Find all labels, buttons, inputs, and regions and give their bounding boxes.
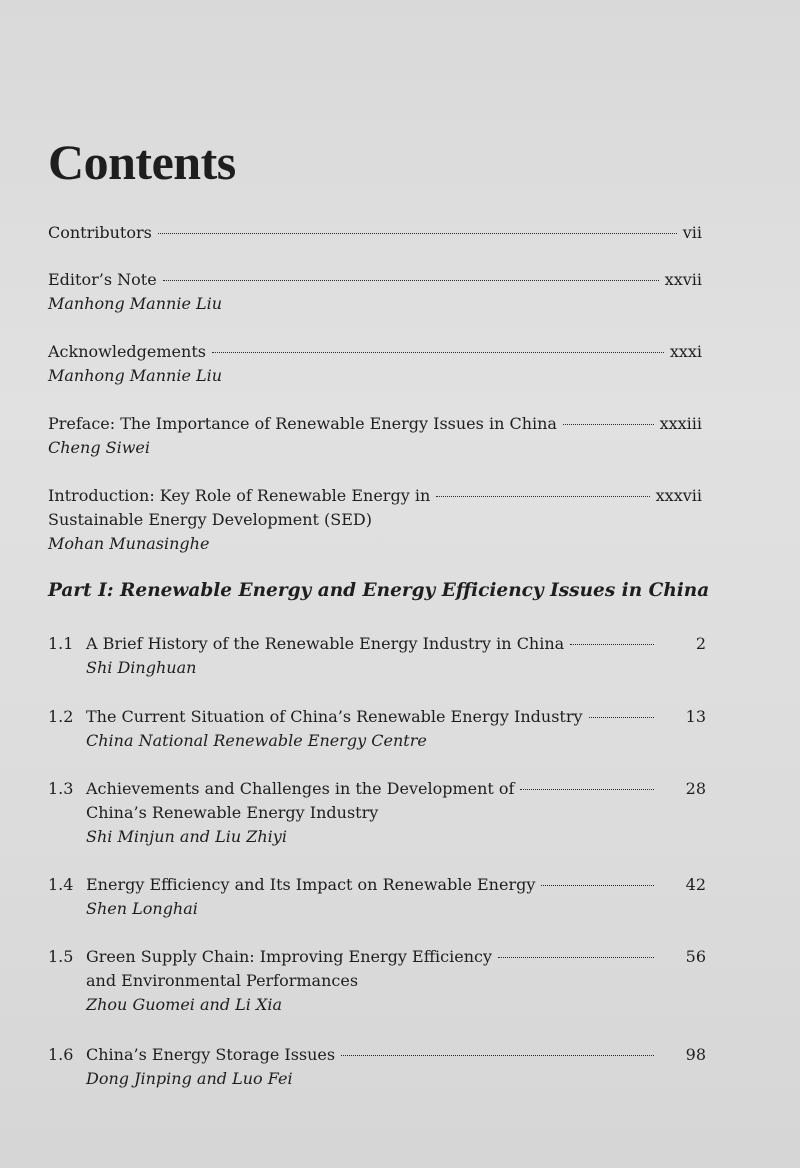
dot-leader [563,424,654,425]
chapter-title-continued: and Environmental Performances [86,971,359,990]
toc-chapter [48,777,706,849]
chapter-number: 1.3 [48,779,74,798]
toc-chapter [48,945,706,1017]
page-number: 2 [695,634,706,653]
toc-entry-contributors [48,221,702,245]
chapter-title: China’s Energy Storage Issues [86,1045,336,1064]
toc-entry-preface [48,412,702,460]
toc-chapter [48,705,706,753]
entry-author: Manhong Mannie Liu [48,366,223,385]
toc-chapter [48,873,706,921]
entry-title: Acknowledgements [48,342,206,361]
toc-entry-editors-note [48,268,702,316]
part-heading: Part I: Renewable Energy and Energy Efficiency Issues in China [48,580,710,601]
toc-chapter [48,1043,706,1091]
page-number: vii [682,223,702,242]
page-number: xxxvii [655,486,702,505]
chapter-number: 1.2 [48,707,74,726]
toc-entry-acknowledgements [48,340,702,388]
dot-leader [341,1055,654,1056]
entry-title: Introduction: Key Role of Renewable Energy in [48,486,431,505]
chapter-title: The Current Situation of China’s Renewable Energy Industry [86,707,583,726]
page-number: 13 [685,707,706,726]
chapter-author: Zhou Guomei and Li Xia [86,995,283,1014]
entry-title: Preface: The Importance of Renewable Energy Issues in China [48,414,557,433]
chapter-author: Shi Minjun and Liu Zhiyi [86,827,287,846]
page-number: xxvii [664,270,702,289]
chapter-author: Shen Longhai [86,899,198,918]
entry-title: Editor’s Note [48,270,157,289]
entry-title: Contributors [48,223,152,242]
chapter-title: Energy Efficiency and Its Impact on Renewable Energy [86,875,536,894]
chapter-author: Shi Dinghuan [86,658,197,677]
dot-leader [541,885,654,886]
chapter-title: Achievements and Challenges in the Development of [86,779,515,798]
dot-leader [589,717,654,718]
dot-leader [570,644,654,645]
page-number: xxxiii [659,414,702,433]
dot-leader [498,957,654,958]
dot-leader [158,233,677,234]
chapter-title: Green Supply Chain: Improving Energy Efficiency [86,947,493,966]
page-number: 42 [685,875,706,894]
chapter-title: A Brief History of the Renewable Energy Industry in China [86,634,565,653]
dot-leader [163,280,659,281]
chapter-author: Dong Jinping and Luo Fei [86,1069,293,1088]
entry-author: Cheng Siwei [48,438,151,457]
chapter-author: China National Renewable Energy Centre [86,731,427,750]
page-number: 56 [685,947,706,966]
chapter-number: 1.6 [48,1045,74,1064]
chapter-number: 1.1 [48,634,74,653]
entry-author: Manhong Mannie Liu [48,294,223,313]
toc-entry-introduction [48,484,702,556]
chapter-number: 1.4 [48,875,74,894]
dot-leader [212,352,664,353]
chapter-number: 1.5 [48,947,74,966]
entry-author: Mohan Munasinghe [48,534,210,553]
toc-chapter [48,632,706,680]
chapter-title-continued: China’s Renewable Energy Industry [86,803,379,822]
page-number: 98 [685,1045,706,1064]
page-number: xxxi [669,342,702,361]
page-number: 28 [685,779,706,798]
dot-leader [520,789,654,790]
entry-title-continued: Sustainable Energy Development (SED) [48,510,372,529]
page-title: Contents [48,134,236,190]
dot-leader [436,496,649,497]
